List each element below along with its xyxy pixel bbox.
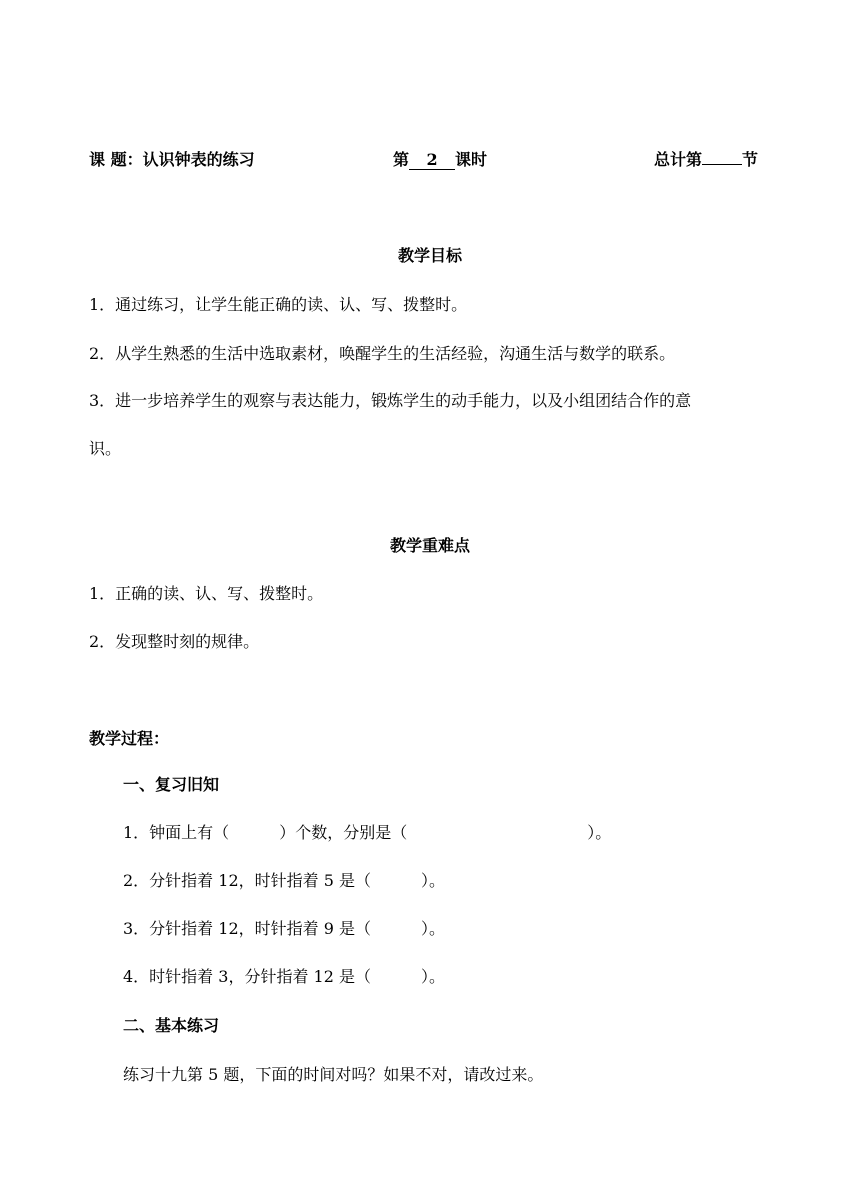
lesson-suffix: 课时 [455, 150, 488, 169]
section-review-title: 一、复习旧知 [123, 775, 220, 794]
objective-item: 3．进一步培养学生的观察与表达能力，锻炼学生的动手能力，以及小组团结合作的意 [89, 391, 692, 410]
section-practice-title: 二、基本练习 [123, 1016, 220, 1035]
review-question-1 [123, 822, 611, 844]
lesson-number: 2 [409, 151, 455, 170]
total-prefix: 总计第 [654, 150, 703, 169]
total-blank [702, 164, 742, 165]
total-count-field [654, 149, 758, 171]
key-point-item: 1．正确的读、认、写、拨整时。 [89, 584, 324, 603]
q1-part-c: ）。 [587, 823, 612, 842]
objective-item: 识。 [89, 439, 122, 458]
objectives-heading: 教学目标 [397, 246, 462, 265]
review-question-4 [123, 966, 445, 988]
q3-part-a: 3．分针指着 12，时针指着 9 是（ [123, 919, 371, 938]
total-suffix: 节 [742, 150, 759, 169]
q1-part-b: ）个数，分别是（ [279, 823, 408, 842]
lesson-prefix: 第 [393, 150, 410, 169]
q2-part-a: 2．分针指着 12，时针指着 5 是（ [123, 871, 371, 890]
q1-part-a: 1．钟面上有（ [123, 823, 230, 842]
q2-part-b: ）。 [420, 871, 445, 890]
q3-part-b: ）。 [420, 919, 445, 938]
lesson-topic: 课 题：认识钟表的练习 [89, 150, 255, 169]
objective-item: 1．通过练习，让学生能正确的读、认、写、拨整时。 [89, 295, 468, 314]
process-heading: 教学过程： [89, 729, 170, 748]
practice-text: 练习十九第 5 题，下面的时间对吗？如果不对，请改过来。 [123, 1065, 544, 1084]
key-points-heading: 教学重难点 [389, 536, 470, 555]
q4-part-b: ）。 [420, 967, 445, 986]
review-question-3 [123, 918, 445, 940]
key-point-item: 2．发现整时刻的规律。 [89, 632, 260, 651]
q4-part-a: 4．时针指着 3，分针指着 12 是（ [123, 967, 371, 986]
lesson-number-field [393, 149, 487, 171]
objective-item: 2．从学生熟悉的生活中选取素材，唤醒学生的生活经验，沟通生活与数学的联系。 [89, 344, 676, 363]
review-question-2 [123, 870, 445, 892]
